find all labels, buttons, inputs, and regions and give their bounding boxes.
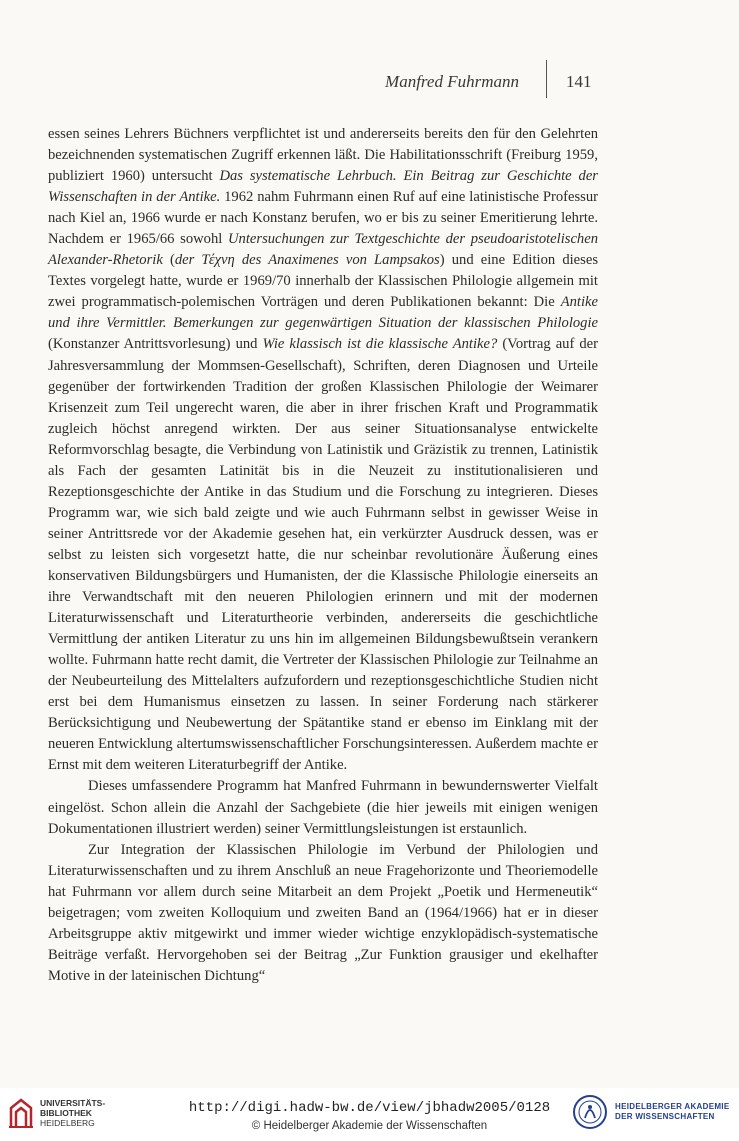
- page-number: 141: [566, 72, 592, 91]
- running-header-author: Manfred Fuhrmann: [385, 72, 519, 91]
- text-run: Zur Integration der Klassischen Philologie im Verbund der Philologien und Literaturwissenschaften und zu ihrem Anschluß an neue Fragehorizonte und Theoriemodelle hat Fuhrmann vor allem durch seine Mitarbeit an dem Projekt „Poetik und Hermeneutik“ beigetragen; vom zweiten Kolloquium und zweiten Band an (1964/1966) hat er in dieser Arbeitsgruppe aktiv mitgewirkt und immer wieder wichtige enzyklopädisch-systematische Beiträge verfaßt. Hervorgehoben sei der Beitrag „Zur Funktion grausiger und ekelhafter Motive in der lateinischen Dichtung“: [48, 841, 598, 984]
- text-run: ) und eine Edition dieses Textes vorgelegt hatte, wurde er 1969/70 innerhalb der Klassischen Philologie allgemein mit zwei programmatisch-polemischen Vorträgen und deren Publikationen bekannt: Die: [48, 252, 598, 311]
- academy-seal-icon: [572, 1094, 608, 1130]
- text-run: essen seines Lehrers Büchners verpflichtet ist und andererseits bereits den für den Gelehrten bezeichnenden systematischen Zugriff erkennen läßt. Die Habilitationsschrift (Freiburg 1959, publiziert 1960) untersucht: [48, 126, 598, 185]
- paragraph: [48, 776, 598, 839]
- italic-title: Antike und ihre Vermittler. Bemerkungen zur gegenwärtigen Situation der klassischen Philologie: [48, 294, 598, 332]
- header-divider: [546, 60, 547, 98]
- body-text: [48, 124, 598, 987]
- text-run: 1962 nahm Fuhrmann einen Ruf auf eine latinistische Professur nach Kiel an, 1966 wurde er nach Konstanz berufen, wo er bis zu seiner Emeritierung lehrte. Nachdem er 1965/66 sowohl: [48, 189, 598, 248]
- text-run: Dieses umfassendere Programm hat Manfred Fuhrmann in bewundernswerter Vielfalt eingelöst. Schon allein die Anzahl der Sachgebiete (die hier jeweils mit einigen wenigen Dokumentationen illustriert werden) seiner Vermittlungsleistungen ist erstaunlich.: [48, 778, 598, 837]
- italic-title: Das systematische Lehrbuch. Ein Beitrag zur Geschichte der Wissenschaften in der Antike.: [48, 168, 598, 206]
- text-run: (Konstanzer Antrittsvorlesung) und: [48, 336, 263, 353]
- academy-label: HEIDELBERGER AKADEMIE DER WISSENSCHAFTEN: [615, 1102, 730, 1121]
- text-run: (: [162, 252, 175, 269]
- paragraph: [48, 124, 598, 776]
- copyright-notice: © Heidelberger Akademie der Wissenschaften: [251, 1120, 488, 1132]
- footer: [0, 1088, 739, 1141]
- source-url[interactable]: http://digi.hadw-bw.de/view/jbhadw2005/0128: [188, 1100, 551, 1116]
- running-header: [0, 68, 739, 98]
- university-library-label: UNIVERSITÄTS- BIBLIOTHEK HEIDELBERG: [40, 1098, 106, 1128]
- paragraph: [48, 840, 598, 987]
- italic-title: Untersuchungen zur Textgeschichte der pseudoaristotelischen Alexander-Rhetorik: [48, 231, 598, 269]
- italic-title: Wie klassisch ist die klassische Antike?: [262, 336, 498, 353]
- text-run: (Vortrag auf der Jahresversammlung der Mommsen-Gesellschaft), Schriften, deren Diagnosen und Urteile gegenüber der fortwirkenden Tradition der großen Klassischen Philologie der Weimarer Krisenzeit zum Teil ungerecht waren, die aber in ihrer frischen Kraft und Programmatik zugleich höchst anregend wirkten. Der aus seiner Situationsanalyse entwickelte Reformvorschlag besagte, die Verbindung von Latinistik und Gräzistik zu trennen, Latinistik als Fach der gesamten Latinität bis in die Neuzeit zu institutionalisieren und Rezeptionsgeschichte der Antike in das Studium und die Forschung zu integrieren. Dieses Programm war, wie sich bald zeigte und wie auch Fuhrmann selbst in gewisser Weise in seiner Antrittsrede vor der Akademie gesehen hat, ein verkürzter Ausdruck dessen, was er selbst zu leisten sich vorgesetzt hatte, die nur scheinbar revolutionäre Äußerung eines konservativen Bildungsbürgers und Humanisten, der die Klassische Philologie einerseits an ihre Verwandtschaft mit den neueren Philologien erinnern und mit der modernen Literaturwissenschaft und Literaturtheorie verbinden, andererseits die geschichtliche Vermittlung der antiken Literatur zu uns hin im allgemeinen Bildungsbewußtsein verankern wollte. Fuhrmann hatte recht damit, die Vertreter der Klassischen Philologie zur Teilnahme an der Neubeurteilung des Mittelalters aufzufordern und rezeptionsgeschichtliche Studien nicht erst bei dem Humanismus einsetzen zu lassen. In seiner Forderung nach stärkerer Berücksichtigung und Neubewertung der Spätantike stand er ebenso im Einklang mit der neueren Entwicklung altertumswissenschaftlicher Forschungsinteressen. Außerdem machte er Ernst mit dem weiteren Literaturbegriff der Antike.: [48, 336, 599, 774]
- italic-title: der Τέχνη des Anaximenes von Lampsakos: [174, 252, 440, 269]
